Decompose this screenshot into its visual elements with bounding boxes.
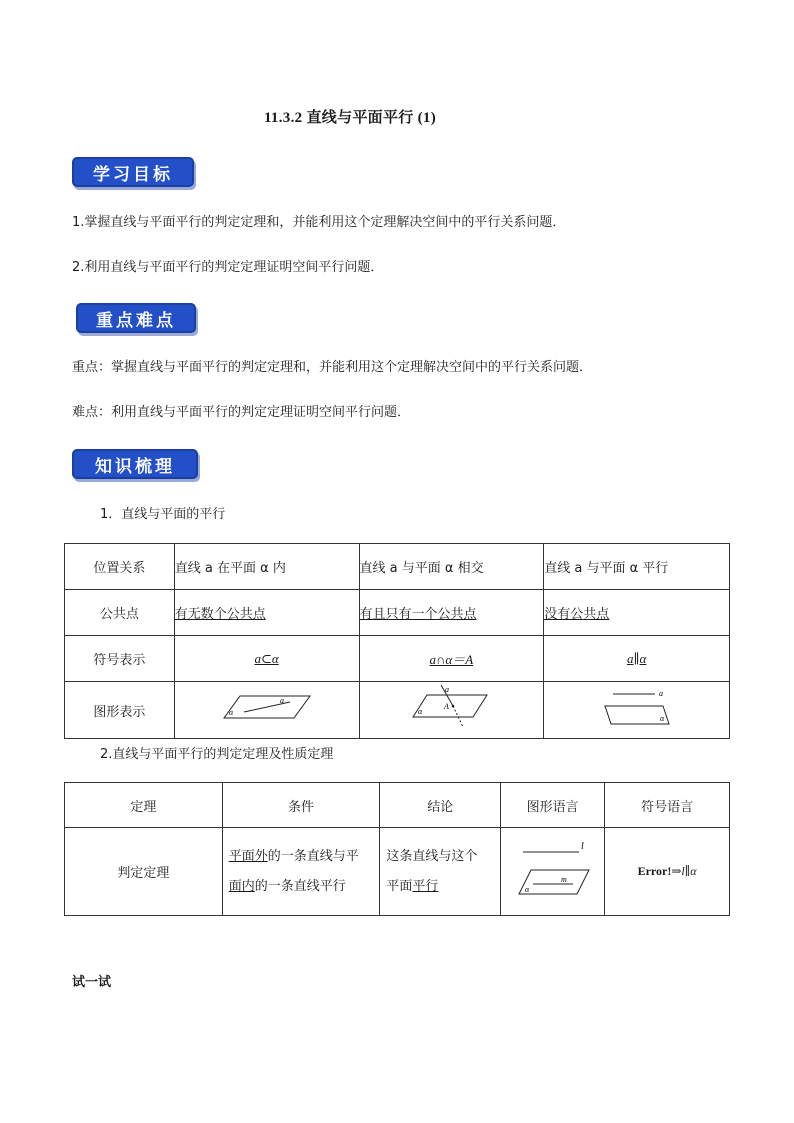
common-points-in-plane: 有无数个公共点: [174, 607, 266, 622]
figure-line-parallel: [597, 688, 677, 728]
section-badge-goals: 学习目标: [72, 157, 194, 187]
label-a: a: [279, 696, 284, 705]
figure-line-in-plane: [222, 688, 312, 728]
conclusion-text-2: 平面: [386, 878, 413, 894]
figure-line-intersect: [411, 683, 491, 733]
label-alpha-parallel: α: [659, 714, 664, 723]
header-parallel: 直线 a 与平面 α 平行: [544, 544, 730, 590]
row-label-common-points: 公共点: [65, 590, 175, 636]
conclusion-parallel: 平行: [412, 878, 439, 894]
symbol-error: Error!: [637, 864, 672, 878]
row-label-figure: 图形表示: [65, 682, 175, 739]
table2-heading: 2.直线与平面平行的判定定理及性质定理: [100, 747, 334, 762]
goal-item-2: 2.利用直线与平面平行的判定定理证明空间平行问题．: [72, 260, 384, 275]
header-intersect: 直线 a 与平面 α 相交: [359, 544, 544, 590]
symbol-implies: ⇒l∥α: [671, 864, 697, 878]
symbol-in-plane: a⊂α: [254, 650, 279, 666]
label-A: A: [444, 702, 450, 711]
theorem-conclusion: [380, 828, 501, 916]
header-position: 位置关系: [65, 544, 175, 590]
header-in-plane: 直线 a 在平面 α 内: [174, 544, 359, 590]
symbol-intersect: a∩α＝A: [429, 652, 474, 667]
label-a-intersect: a: [445, 685, 450, 694]
label-l: l: [580, 840, 584, 852]
header-theorem: 定理: [65, 783, 223, 828]
header-symbol-language: 符号语言: [605, 783, 730, 828]
label-alpha-theorem: α: [524, 884, 529, 894]
condition-inside: 面内: [228, 878, 255, 894]
header-figure-language: 图形语言: [501, 783, 605, 828]
difficulty-text: 难点：利用直线与平面平行的判定定理证明空间平行问题．: [72, 405, 411, 420]
common-points-intersect: 有且只有一个公共点: [359, 607, 477, 622]
theorem-symbol: [605, 828, 730, 916]
conclusion-text-1: 这条直线与这个: [386, 848, 478, 864]
section-badge-knowledge: 知识梳理: [72, 449, 198, 479]
label-a-parallel: a: [658, 689, 663, 698]
try-it-heading: 试一试: [72, 975, 112, 990]
table1-heading: 1．直线与平面的平行: [100, 507, 226, 522]
symbol-parallel: a∥α: [626, 650, 647, 666]
key-point-text: 重点：掌握直线与平面平行的判定定理和，并能利用这个定理解决空间中的平行关系问题．: [72, 360, 593, 375]
figure-theorem: [513, 840, 593, 900]
theorem-table: [64, 782, 730, 916]
theorem-condition: [222, 828, 380, 916]
label-alpha-intersect: α: [418, 707, 423, 716]
line-plane-relation-table: [64, 543, 730, 739]
common-points-parallel: 没有公共点: [544, 607, 610, 622]
label-m: m: [560, 874, 567, 884]
label-alpha: α: [228, 708, 233, 717]
header-condition: 条件: [222, 783, 380, 828]
header-conclusion: 结论: [380, 783, 501, 828]
page-title: 11.3.2 直线与平面平行 (1): [263, 110, 437, 126]
section-badge-key: 重点难点: [76, 303, 196, 333]
condition-text-2: 的一条直线平行: [254, 878, 346, 894]
row-label-symbol: 符号表示: [65, 636, 175, 682]
goal-item-1: 1.掌握直线与平面平行的判定定理和，并能利用这个定理解决空间中的平行关系问题．: [72, 215, 566, 230]
condition-outside: 平面外: [228, 848, 268, 864]
theorem-name: 判定定理: [65, 828, 223, 916]
condition-text-1: 的一条直线与平: [267, 848, 359, 864]
